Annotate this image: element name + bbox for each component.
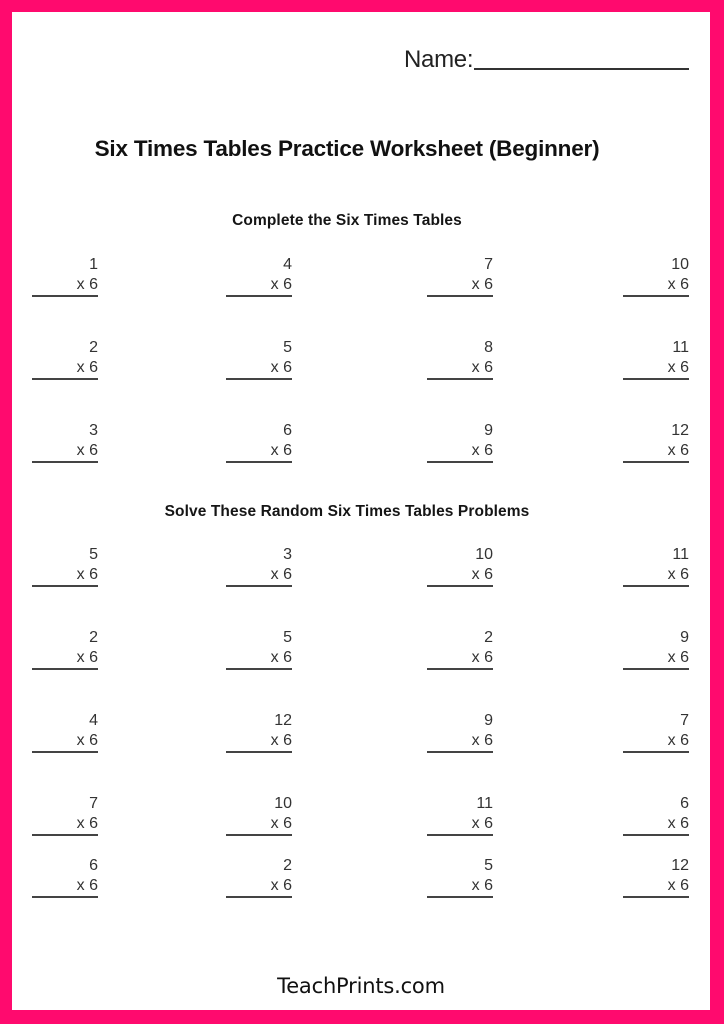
problem[interactable] [32, 856, 98, 898]
problem[interactable] [32, 338, 98, 380]
problem[interactable] [226, 856, 292, 898]
problem[interactable] [623, 628, 689, 670]
problem[interactable] [226, 421, 292, 463]
multiplicand: 12 [274, 712, 292, 729]
multiplier: x 6 [226, 275, 292, 297]
multiplicand: 5 [283, 629, 292, 646]
multiplicand: 11 [672, 339, 689, 356]
problem[interactable] [32, 421, 98, 463]
multiplicand: 8 [484, 339, 493, 356]
multiplicand: 12 [671, 422, 689, 439]
problem[interactable] [623, 545, 689, 587]
multiplier: x 6 [32, 814, 98, 836]
multiplicand: 10 [274, 795, 292, 812]
multiplier: x 6 [427, 876, 493, 898]
multiplicand: 2 [89, 629, 98, 646]
multiplier: x 6 [623, 814, 689, 836]
multiplicand: 11 [476, 795, 493, 812]
multiplier: x 6 [427, 648, 493, 670]
multiplicand: 9 [484, 712, 493, 729]
multiplicand: 6 [89, 857, 98, 874]
problem[interactable] [623, 856, 689, 898]
multiplier: x 6 [427, 565, 493, 587]
multiplier: x 6 [623, 441, 689, 463]
multiplier: x 6 [623, 876, 689, 898]
multiplier: x 6 [32, 358, 98, 380]
multiplicand: 9 [484, 422, 493, 439]
multiplier: x 6 [32, 441, 98, 463]
multiplicand: 2 [89, 339, 98, 356]
name-field[interactable] [404, 34, 689, 74]
problem[interactable] [226, 338, 292, 380]
problem[interactable] [32, 794, 98, 836]
multiplier: x 6 [623, 275, 689, 297]
multiplicand: 3 [283, 546, 292, 563]
multiplicand: 5 [484, 857, 493, 874]
multiplier: x 6 [427, 275, 493, 297]
problem[interactable] [427, 856, 493, 898]
multiplier: x 6 [226, 648, 292, 670]
multiplicand: 7 [680, 712, 689, 729]
worksheet-title: Six Times Tables Practice Worksheet (Beginner) [94, 136, 600, 161]
multiplier: x 6 [32, 565, 98, 587]
multiplier: x 6 [623, 565, 689, 587]
multiplier: x 6 [623, 648, 689, 670]
section-heading-complete: Complete the Six Times Tables [232, 212, 462, 229]
multiplier: x 6 [427, 814, 493, 836]
name-label: Name: [404, 46, 474, 73]
multiplicand: 6 [283, 422, 292, 439]
multiplicand: 6 [680, 795, 689, 812]
multiplicand: 10 [671, 256, 689, 273]
multiplier: x 6 [427, 731, 493, 753]
multiplicand: 2 [283, 857, 292, 874]
multiplicand: 4 [89, 712, 98, 729]
multiplicand: 7 [484, 256, 493, 273]
multiplicand: 10 [475, 546, 493, 563]
problem[interactable] [226, 628, 292, 670]
problem[interactable] [623, 794, 689, 836]
site-footer: TeachPrints.com [277, 974, 445, 998]
multiplier: x 6 [226, 441, 292, 463]
problem[interactable] [623, 711, 689, 753]
multiplicand: 5 [283, 339, 292, 356]
multiplicand: 9 [680, 629, 689, 646]
worksheet-page [12, 12, 710, 1010]
multiplier: x 6 [32, 731, 98, 753]
problem[interactable] [32, 545, 98, 587]
multiplier: x 6 [623, 358, 689, 380]
multiplier: x 6 [427, 441, 493, 463]
multiplier: x 6 [226, 814, 292, 836]
problem[interactable] [427, 794, 493, 836]
problem[interactable] [226, 711, 292, 753]
problem[interactable] [427, 628, 493, 670]
problem[interactable] [427, 545, 493, 587]
problem[interactable] [427, 255, 493, 297]
problem[interactable] [623, 338, 689, 380]
problem[interactable] [32, 255, 98, 297]
problem[interactable] [226, 255, 292, 297]
multiplier: x 6 [226, 565, 292, 587]
problem[interactable] [226, 794, 292, 836]
problem[interactable] [32, 711, 98, 753]
multiplier: x 6 [226, 358, 292, 380]
problem[interactable] [427, 711, 493, 753]
multiplicand: 7 [89, 795, 98, 812]
multiplicand: 1 [89, 256, 98, 273]
multiplicand: 5 [89, 546, 98, 563]
multiplicand: 4 [283, 256, 292, 273]
problem[interactable] [32, 628, 98, 670]
problem[interactable] [427, 338, 493, 380]
multiplicand: 11 [672, 546, 689, 563]
name-input-line[interactable] [474, 68, 689, 70]
multiplier: x 6 [32, 275, 98, 297]
multiplier: x 6 [623, 731, 689, 753]
multiplier: x 6 [226, 731, 292, 753]
multiplier: x 6 [226, 876, 292, 898]
multiplier: x 6 [32, 876, 98, 898]
multiplier: x 6 [32, 648, 98, 670]
multiplicand: 12 [671, 857, 689, 874]
problem[interactable] [623, 255, 689, 297]
multiplicand: 2 [484, 629, 493, 646]
problem[interactable] [623, 421, 689, 463]
multiplier: x 6 [427, 358, 493, 380]
section-heading-random: Solve These Random Six Times Tables Problems [164, 503, 530, 520]
multiplicand: 3 [89, 422, 98, 439]
problem[interactable] [427, 421, 493, 463]
problem[interactable] [226, 545, 292, 587]
